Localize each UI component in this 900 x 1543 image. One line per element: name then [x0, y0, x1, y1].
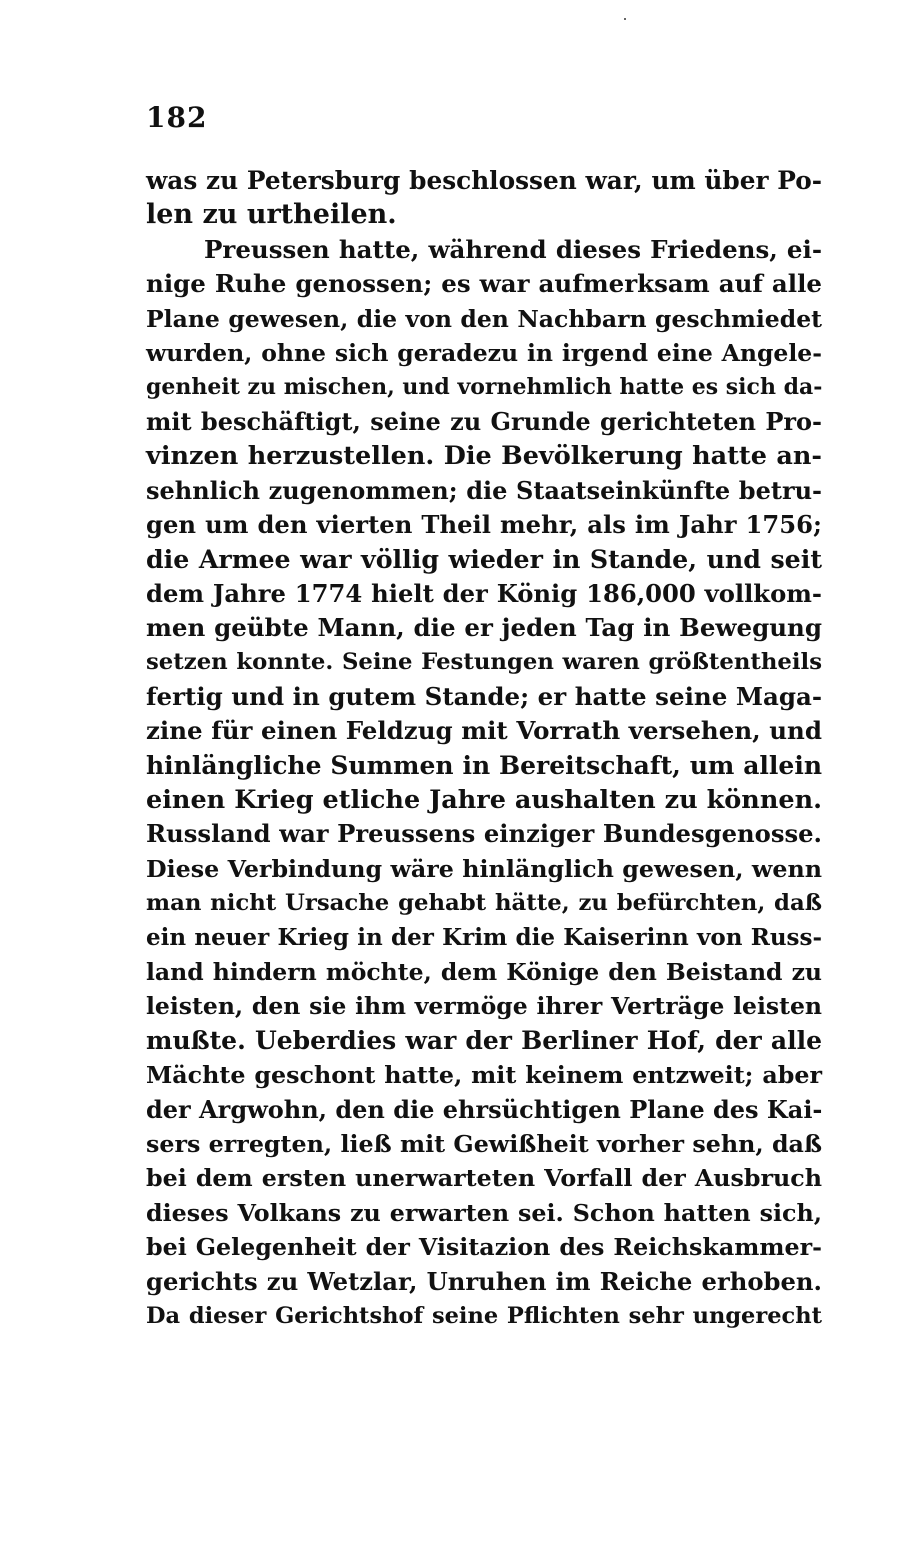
text-line: man nicht Ursache gehabt hätte, zu befürchten, daß — [146, 890, 822, 917]
paper-speck — [624, 18, 626, 20]
text-line: mit beschäftigt, seine zu Grunde gerichteten Pro- — [146, 406, 822, 436]
text-line: setzen konnte. Seine Festungen waren größtentheils — [146, 649, 822, 676]
text-line: Plane gewesen, die von den Nachbarn geschmiedet — [146, 304, 822, 333]
text-line: wurden, ohne sich geradezu in irgend eine Angele- — [146, 338, 822, 367]
text-line: Mächte geschont hatte, mit keinem entzweit; aber — [146, 1061, 822, 1090]
text-line: dem Jahre 1774 hielt der König 186,000 vollkom- — [146, 578, 822, 608]
text-line: bei Gelegenheit der Visitazion des Reichskammer- — [146, 1233, 822, 1262]
text-line: mußte. Ueberdies war der Berliner Hof, der alle — [146, 1025, 822, 1055]
text-line: fertig und in gutem Stande; er hatte seine Maga- — [146, 681, 822, 711]
page-number: 182 — [146, 101, 208, 134]
text-line: len zu urtheilen. — [146, 199, 397, 231]
text-line: die Armee war völlig wieder in Stande, und seit — [146, 544, 822, 575]
text-line: men geübte Mann, die er jeden Tag in Bewegung — [146, 613, 822, 643]
text-line: gerichts zu Wetzlar, Unruhen im Reiche erhoben. — [146, 1266, 822, 1296]
text-line: leisten, den sie ihm vermöge ihrer Verträge leisten — [146, 992, 822, 1021]
text-line: einen Krieg etliche Jahre aushalten zu können. — [146, 785, 822, 816]
text-line: hinlängliche Summen in Bereitschaft, um allein — [146, 750, 822, 780]
text-line: der Argwohn, den die ehrsüchtigen Plane des Kai- — [146, 1094, 823, 1124]
text-line: Da dieser Gerichtshof seine Pflichten sehr ungerecht — [146, 1302, 822, 1329]
text-line: gen um den vierten Theil mehr, als im Jahr 1756; — [146, 509, 822, 539]
text-line: Preussen hatte, während dieses Friedens, ei- — [204, 234, 822, 264]
text-line: bei dem ersten unerwarteten Vorfall der Ausbruch — [146, 1164, 822, 1193]
text-line: ein neuer Krieg in der Krim die Kaiserinn von Russ- — [146, 923, 822, 951]
text-line: Russland war Preussens einziger Bundesgenosse. — [146, 819, 822, 849]
text-line: was zu Petersburg beschlossen war, um über Po- — [146, 166, 822, 195]
text-line: land hindern möchte, dem Könige den Beistand zu — [146, 957, 822, 986]
text-line: dieses Volkans zu erwarten sei. Schon hatten sich, — [146, 1198, 822, 1227]
text-line: sehnlich zugenommen; die Staatseinkünfte betru- — [146, 475, 822, 505]
text-line: vinzen herzustellen. Die Bevölkerung hatte an- — [146, 441, 822, 472]
text-line: nige Ruhe genossen; es war aufmerksam auf alle — [146, 269, 822, 299]
text-line: sers erregten, ließ mit Gewißheit vorher sehn, daß — [146, 1129, 822, 1158]
body-text — [146, 164, 822, 1333]
text-line: genheit zu mischen, und vornehmlich hatte es sich da- — [146, 374, 823, 401]
text-line: zine für einen Feldzug mit Vorrath versehen, und — [146, 716, 822, 746]
text-line: Diese Verbindung wäre hinlänglich gewesen, wenn — [146, 854, 822, 883]
